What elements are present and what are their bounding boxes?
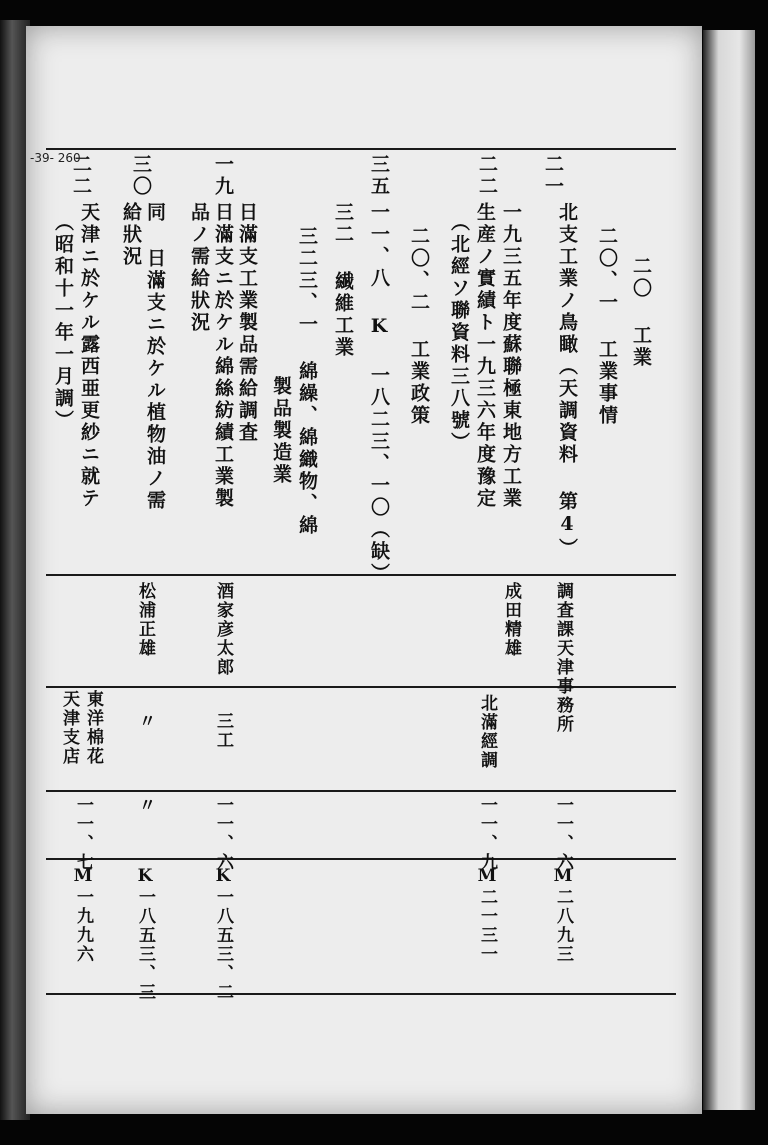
entry-date-4: 一一、六 <box>213 796 233 872</box>
entry-org-5: 〃 <box>135 712 155 731</box>
entry-number-6: 二二 <box>70 154 92 198</box>
entry-title-6b: （昭和十一年一月調） <box>52 212 74 432</box>
document-page <box>26 26 702 1114</box>
entry-number-1: 二一 <box>542 154 564 198</box>
subsection-heading-4: 三二三、一 綿繰、綿織物、綿 <box>296 226 318 537</box>
subsection-heading-1: 二〇、一 工業事情 <box>596 226 618 427</box>
rule-mid2 <box>46 686 676 688</box>
entry-number-3: 三五 <box>368 154 390 198</box>
entry-author-6a: 東洋棉花 <box>83 690 103 766</box>
subsection-heading-2: 二〇、二 工業政策 <box>408 226 430 427</box>
rule-mid1 <box>46 574 676 576</box>
entry-title-4a: 日滿支工業製品需給調査 <box>236 202 258 444</box>
entry-pages-4: K一八五三、二 <box>213 866 233 1002</box>
entry-date-2: 一一、九 <box>477 796 497 872</box>
entry-pages-1: M二八九三 <box>553 866 573 964</box>
subsection-heading-3: 三二 繊維工業 <box>332 202 354 359</box>
entry-org-2: 北滿經調 <box>477 694 497 770</box>
margin-page-note: -39- 260 <box>30 151 81 165</box>
entry-title-2a: 一九三五年度蘇聯極東地方工業 <box>500 202 522 510</box>
section-heading: 二〇 工業 <box>630 256 652 369</box>
entry-pages-6: M一九九六 <box>73 866 93 964</box>
entry-date-1: 一一、六 <box>553 796 573 872</box>
entry-date-6: 一一、七 <box>73 796 93 872</box>
entry-author-5: 松浦正雄 <box>135 582 155 658</box>
entry-title-4b: 日滿支ニ於ケル綿絲紡績工業製 <box>212 202 234 510</box>
entry-title-5a: 同 <box>144 202 166 224</box>
entry-number-4: 一九 <box>212 154 234 198</box>
entry-author-1: 調査課天津事務所 <box>553 582 573 734</box>
entry-title-6a: 天津ニ於ケル露西亜更紗ニ就テ <box>78 202 100 510</box>
entry-title-4c: 品ノ需給狀況 <box>188 202 210 334</box>
rule-mid3 <box>46 790 676 792</box>
entry-title-5c: 給狀況 <box>120 202 142 268</box>
entry-author-6b: 天津支店 <box>59 690 79 766</box>
entry-org-4: 三工 <box>213 712 233 750</box>
entry-title-3: 一一、八 K 一八二三、一〇（缺） <box>368 202 390 585</box>
subsection-heading-4b: 製品製造業 <box>270 376 292 486</box>
page-edge <box>703 30 755 1110</box>
entry-author-4: 酒家彦太郎 <box>213 582 233 677</box>
entry-title-5b: 日滿支ニ於ケル植物油ノ需 <box>144 248 166 512</box>
entry-pages-2: M二一三一 <box>477 866 497 964</box>
entry-author-2: 成田精雄 <box>501 582 521 658</box>
entry-date-5: 〃 <box>135 796 155 815</box>
entry-title-2b: 生産ノ實績ト一九三六年度豫定 <box>474 202 496 510</box>
entry-title-1: 北支工業ノ鳥瞰（天調資料 第4） <box>556 202 578 560</box>
rule-top <box>46 148 676 150</box>
rule-mid4 <box>46 858 676 860</box>
entry-number-2: 二二 <box>476 154 498 198</box>
entry-number-5: 三〇 <box>130 154 152 198</box>
entry-title-2c: （北經ソ聯資料三八號） <box>448 212 470 454</box>
entry-pages-5: K一八五三、三 <box>135 866 155 1002</box>
